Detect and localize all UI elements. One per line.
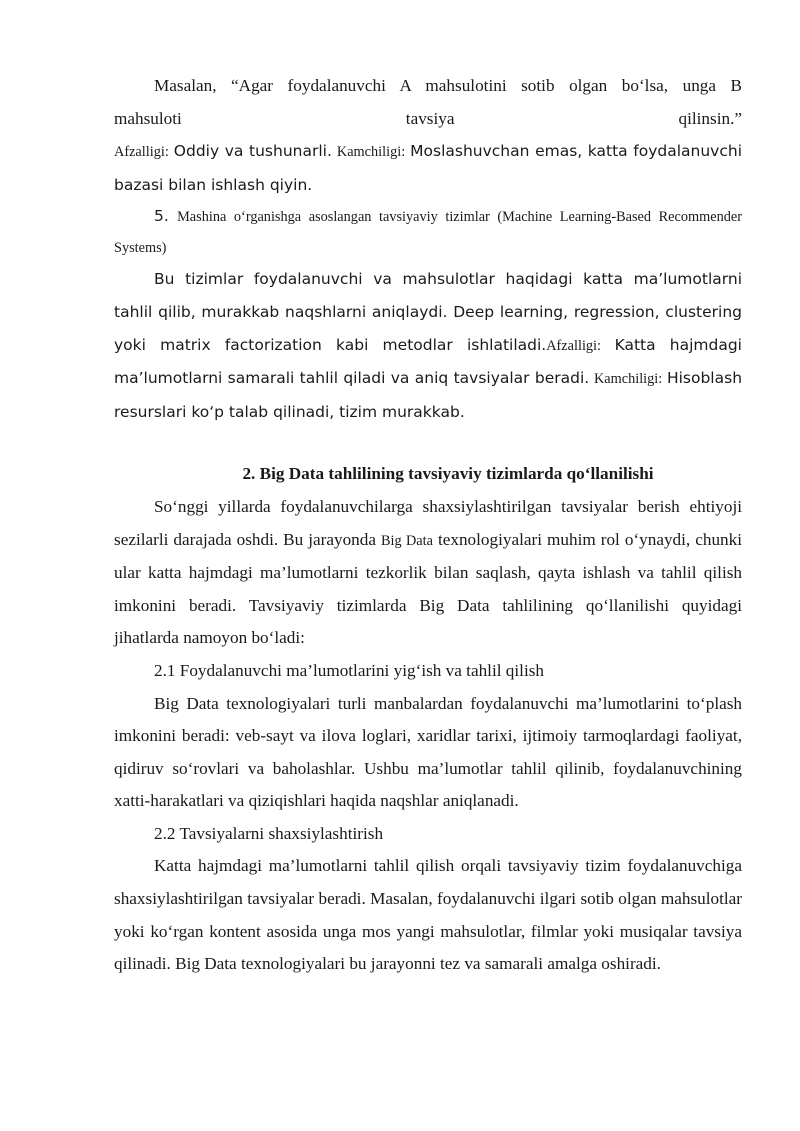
disadvantage-label: Kamchiligi: [336,144,406,161]
subsection-title-2-2: 2.2 Tavsiyalarni shaxsiylashtirish [154,823,384,843]
rule-example-line1: Masalan, “Agar foydalanuvchi A mahsulotini sotib olgan bo‘lsa, unga B [154,76,742,95]
intro-text-part1: So‘nggi yillarda foydalanuvchilarga shaxsiylashtirilgan tavsiyalar berish ehtiyoji sezilarli darajada oshdi. Bu jarayonda [114,496,742,549]
ml-title: Mashina o‘rganishga asoslangan tavsiyaviy tizimlar (Machine Learning-Based Recommender Systems) [114,209,742,257]
ml-section-title [114,201,742,263]
ml-advantage-text: Katta hajmdagi ma’lumotlarni samarali tahlil qiladi va aniq tavsiyalar beradi. [114,335,742,388]
ml-advantage-label: Afzalligi: [546,337,602,354]
rule-based-pros-cons [114,135,742,201]
subsection-body-2-2: Katta hajmdagi ma’lumotlarni tahlil qilish orqali tavsiyaviy tizim foydalanuvchiga shaxsiylashtirilgan tavsiyalar beradi. Masalan, foydalanuvchi ilgari sotib olgan mahsulotlar yoki ko‘rgan kontent asosida unga mos yangi mahsulotlar, filmlar yoki musiqalar tavsiya qilinadi. Big Data texnologiyalari bu jarayonni tez va samarali amalga oshiradi. [114,856,742,974]
disadvantage-text: Moslashuvchan emas, katta foydalanuvchi bazasi bilan ishlash qiyin. [114,142,742,194]
ml-number: 5. [154,207,169,226]
subsection-title-2-1: 2.1 Foydalanuvchi ma’lumotlarini yig‘ish va tahlil qilish [154,660,545,680]
section-heading: 2. Big Data tahlilining tavsiyaviy tizimlarda qo‘llanilishi [242,464,654,484]
intro-text-part2: texnologiyalari muhim rol o‘ynaydi, chunki ular katta hajmdagi ma’lumotlarni tezkorlik bilan saqlash, qayta ishlash va tahlil qilish imkonini beradi. Tavsiyaviy tizimlarda Big Data tahlilining qo‘llanilishi quyidagi jihatlarda namoyon bo‘ladi: [114,529,743,648]
advantage-text: Oddiy va tushunarli. [173,142,332,161]
document-page [114,70,742,981]
subsection-body-2-1: Big Data texnologiyalari turli manbalardan foydalanuvchi ma’lumotlarini to‘plash imkonini beradi: veb-sayt va ilova loglari, xaridlar tarixi, ijtimoiy tarmoqlardagi faoliyat, qidiruv so‘rovlari va baholashlar. Ushbu ma’lumotlar tahlil qilinib, foydalanuvchining xatti-harakatlari va qiziqishlari haqida naqshlar aniqlanadi. [114,693,742,811]
ml-body-text: Bu tizimlar foydalanuvchi va mahsulotlar haqidagi katta ma’lumotlarni tahlil qilib, murakkab naqshlarni aniqlaydi. Deep learning, regression, clustering yoki matrix factorization kabi metodlar ishlatiladi. [114,270,742,354]
advantage-label: Afzalligi: [114,144,169,161]
intro-bigdata: Big Data [381,532,433,549]
section-intro [114,491,742,655]
ml-disadvantage-label: Kamchiligi: [593,371,663,388]
rule-example-line2: mahsuloti tavsiya qilinsin.” [114,108,742,128]
ml-disadvantage-text: Hisoblash resurslari ko‘p talab qilinadi, tizim murakkab. [114,369,743,421]
ml-body-paragraph [114,263,742,428]
spacer [114,428,742,458]
